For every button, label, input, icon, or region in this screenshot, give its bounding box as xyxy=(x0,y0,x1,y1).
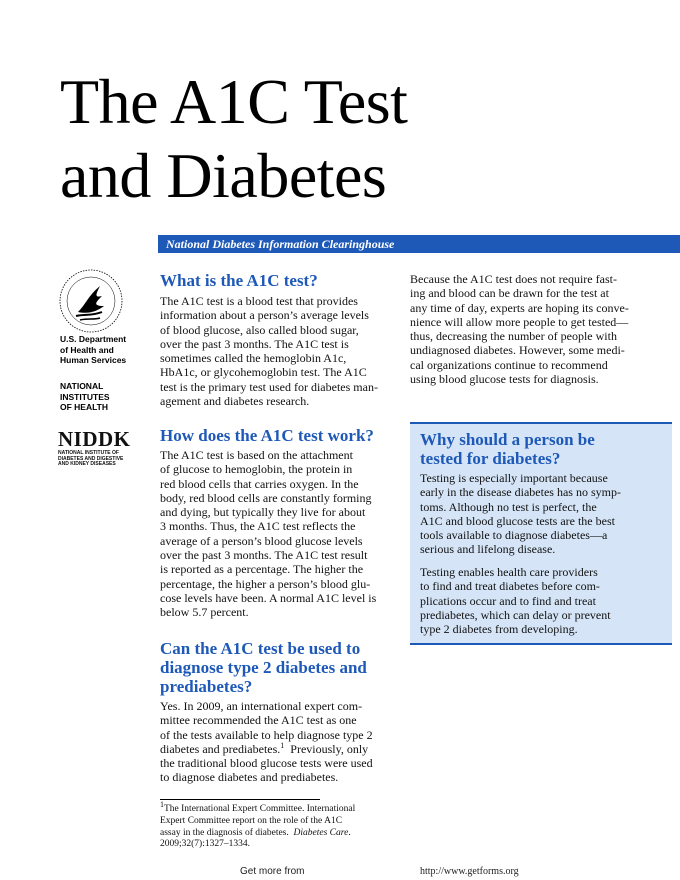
niddk-wordmark: NIDDK xyxy=(58,427,131,451)
text-line: cal organizations continue to recommend xyxy=(410,357,608,372)
text-fragment: Previously, only xyxy=(284,741,369,756)
banner-text: National Diabetes Information Clearinghouse xyxy=(166,237,395,251)
heading-line: Why should a person be xyxy=(420,430,595,449)
sec1-body xyxy=(160,294,400,408)
text-line: serious and lifelong disease. xyxy=(420,542,556,557)
heading-what-is-a1c: What is the A1C test? xyxy=(160,271,318,290)
text-line: test is the primary test used for diabetes man- xyxy=(160,379,378,394)
text-line: The A1C test is a blood test that provides xyxy=(160,294,358,308)
heading-can-a1c-diagnose xyxy=(160,639,367,696)
text-line: toms. Although no test is perfect, the xyxy=(420,499,597,514)
text-line: body, red blood cells are constantly forming xyxy=(160,490,372,505)
text-line: the traditional blood glucose tests were used xyxy=(160,756,373,771)
text-line: HbA1c, or glycohemoglobin test. The A1C xyxy=(160,365,367,380)
nih-label-line: NATIONAL xyxy=(60,381,104,391)
text-line: red blood cells that carries oxygen. In the xyxy=(160,476,359,491)
text-line: Expert Committee report on the role of the A1C xyxy=(160,815,343,826)
text-line: prediabetes, which can delay or prevent xyxy=(420,607,611,622)
sidebar-para-1 xyxy=(420,471,668,557)
text-line: tools available to diagnose diabetes—a xyxy=(420,528,608,543)
nih-label-line: INSTITUTES xyxy=(60,391,110,402)
clearinghouse-banner xyxy=(158,235,680,253)
heading-line: prediabetes? xyxy=(160,677,253,696)
page-title xyxy=(60,65,407,213)
hhs-label-line: Human Services xyxy=(60,355,127,365)
text-line xyxy=(160,828,400,840)
text-fragment: assay in the diagnosis of diabetes. xyxy=(160,827,294,838)
text-line: percentage, the higher a person’s blood glu- xyxy=(160,576,371,591)
text-line: 3 months. Thus, the A1C test reflects the xyxy=(160,519,356,534)
footnote-rule xyxy=(160,799,320,800)
niddk-subtitle xyxy=(58,451,131,468)
text-line xyxy=(160,799,400,816)
text-line: type 2 diabetes from developing. xyxy=(420,622,578,637)
heading-line: Can the A1C test be used to xyxy=(160,639,361,658)
sidebar-why-tested xyxy=(410,422,672,645)
text-line: information about a person’s average levels xyxy=(160,308,369,323)
sidebar-heading xyxy=(420,430,595,468)
footnote xyxy=(160,799,400,851)
text-line: Yes. In 2009, an international expert com- xyxy=(160,699,363,713)
hhs-seal-icon xyxy=(58,268,124,334)
text-line: mittee recommended the A1C test as one xyxy=(160,713,357,728)
text-line: cose levels have been. A normal A1C level is xyxy=(160,590,377,605)
title-line-2: and Diabetes xyxy=(60,140,387,211)
hhs-label-line: of Health and xyxy=(60,344,114,355)
text-line: and dying, but typically they live for about xyxy=(160,505,366,520)
text-line: The A1C test is based on the attachment xyxy=(160,448,353,462)
text-line: of the tests available to help diagnose type 2 xyxy=(160,727,373,742)
right-column-body xyxy=(410,272,672,386)
text-line: is reported as a percentage. The higher the xyxy=(160,562,364,577)
text-line: Testing enables health care providers xyxy=(420,565,598,579)
text-line: 2009;32(7):1327–1334. xyxy=(160,839,250,850)
footer-get-more: Get more from xyxy=(240,866,305,877)
journal-name: Diabetes Care xyxy=(293,827,349,838)
text-line: of blood glucose, also called blood sugar, xyxy=(160,322,359,337)
text-line: undiagnosed diabetes. However, some medi- xyxy=(410,343,625,358)
text-line xyxy=(160,742,400,756)
text-line: using blood glucose tests for diagnosis. xyxy=(410,372,599,387)
title-line-1: The A1C Test xyxy=(60,66,408,137)
text-line: thus, decreasing the number of people with xyxy=(410,329,617,344)
footnote-ref: 1 xyxy=(280,740,285,750)
niddk-logo xyxy=(58,428,131,468)
footnote-number: 1 xyxy=(160,799,164,809)
hhs-label xyxy=(60,334,126,366)
nih-label-line: OF HEALTH xyxy=(60,402,109,412)
heading-how-does-a1c-work: How does the A1C test work? xyxy=(160,426,374,445)
text-line: of glucose to hemoglobin, the protein in xyxy=(160,462,353,477)
text-line: nience will allow more people to get tested— xyxy=(410,314,629,329)
text-line: plications occur and to find and treat xyxy=(420,593,596,608)
text-line: to find and treat diabetes before com- xyxy=(420,579,600,594)
nih-label xyxy=(60,381,110,413)
text-line: over the past 3 months. The A1C test is xyxy=(160,336,349,351)
text-line: Because the A1C test does not require fast- xyxy=(410,272,617,286)
text-line: to diagnose diabetes and prediabetes. xyxy=(160,770,339,785)
niddk-subtitle-line: DIABETES AND DIGESTIVE xyxy=(58,455,124,462)
text-line: average of a person’s blood glucose levels xyxy=(160,533,363,548)
heading-line: diagnose type 2 diabetes and xyxy=(160,658,367,677)
text-line: agement and diabetes research. xyxy=(160,394,310,409)
sec3-body xyxy=(160,699,400,785)
text-fragment: . xyxy=(348,827,351,838)
sidebar-para-2 xyxy=(420,565,668,636)
footer-url-link[interactable]: http://www.getforms.org xyxy=(420,866,519,877)
text-line: any time of day, experts are hoping its conve- xyxy=(410,300,629,315)
text-line: A1C and blood glucose tests are the best xyxy=(420,513,615,528)
hhs-label-line: U.S. Department xyxy=(60,334,127,344)
niddk-subtitle-line: AND KIDNEY DISEASES xyxy=(58,461,116,468)
text-line: early in the disease diabetes has no symp- xyxy=(420,485,621,500)
text-line: over the past 3 months. The A1C test result xyxy=(160,548,368,563)
sec2-body xyxy=(160,448,400,620)
niddk-subtitle-line: NATIONAL INSTITUTE OF xyxy=(58,450,119,456)
text-line: sometimes called the hemoglobin A1c, xyxy=(160,351,347,366)
text-line: ing and blood can be drawn for the test at xyxy=(410,286,609,301)
heading-line: tested for diabetes? xyxy=(420,449,561,468)
text-fragment: The International Expert Committee. International xyxy=(164,804,356,814)
text-line: Testing is especially important because xyxy=(420,471,608,485)
text-fragment: diabetes and prediabetes. xyxy=(160,741,281,756)
text-line: below 5.7 percent. xyxy=(160,605,249,620)
